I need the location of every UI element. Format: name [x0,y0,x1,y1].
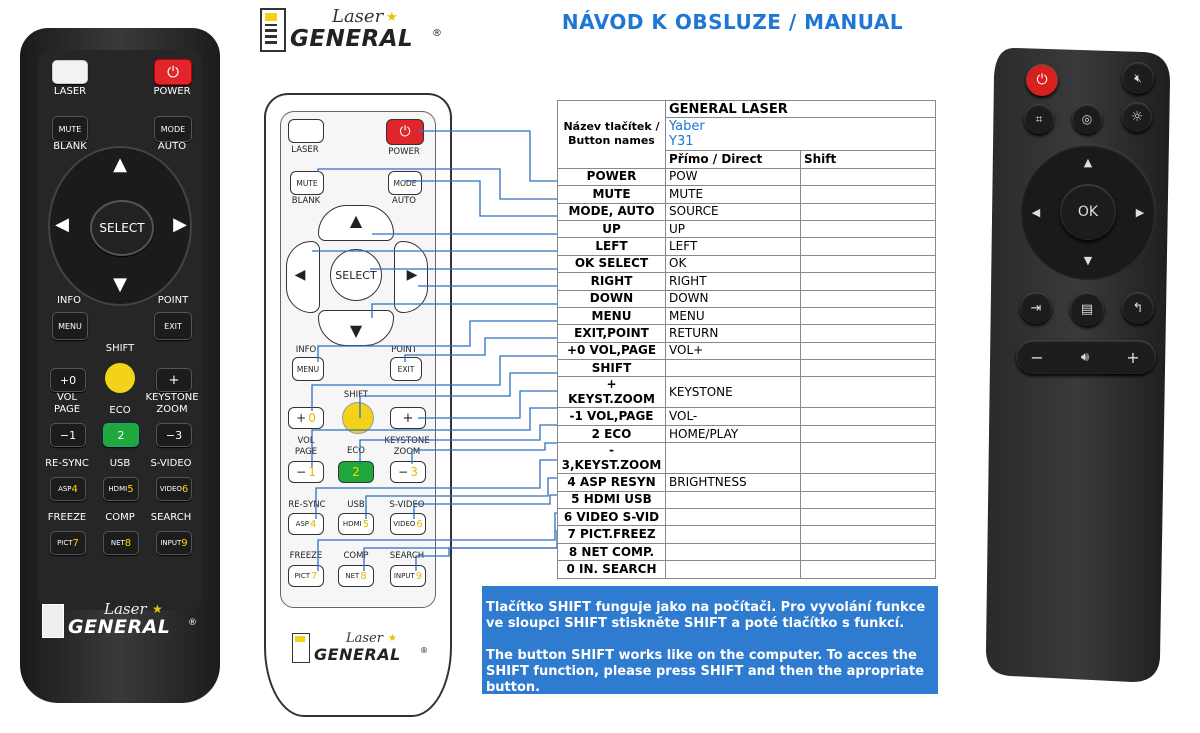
resync-label: RE-SYNC [45,458,89,469]
num-0: 0 [308,411,316,425]
button-mapping-table [557,100,936,579]
row-shift-value [801,360,936,377]
keystone-label: KEYSTONE [145,392,199,403]
pict-label: PICT [57,539,73,547]
num-9: 9 [415,570,423,582]
keystone-icon: ⌗ [1035,111,1043,126]
row-button-name: EXIT,POINT [558,325,666,342]
star-icon: ★ [388,633,397,644]
num-8: 8 [124,537,132,549]
table-row [558,325,936,342]
d-power-label: POWER [388,147,420,157]
down-arrow-icon[interactable]: ▼ [1083,253,1093,267]
shift-column-header: Shift [801,151,936,168]
logo-laser: Laser [332,6,384,27]
row-button-name: OK SELECT [558,255,666,272]
point-label: POINT [157,295,189,306]
left-arrow-icon[interactable]: ◀ [55,214,69,235]
row-direct-value [666,543,801,560]
up-arrow-icon[interactable]: ▲ [1083,155,1093,169]
table-row [558,509,936,526]
table-row [558,491,936,508]
yaber-mute-button[interactable] [1122,62,1154,94]
shift-label: SHIFT [105,343,135,354]
power-icon: ⏻ [1036,72,1048,88]
page-title: NÁVOD K OBSLUZE / MANUAL [561,10,904,34]
yaber-ok-button[interactable]: OK [1060,184,1116,240]
row-button-name: LEFT [558,238,666,255]
row-shift-value [801,325,936,342]
table-row [558,377,936,408]
auto-label: AUTO [157,141,187,152]
minus-sign: − [296,465,307,479]
yaber-menu-button[interactable] [1070,292,1104,326]
plus0-button[interactable]: +0 [50,368,86,392]
search-label: SEARCH [150,512,192,523]
asp-label: ASP [295,520,310,528]
zoom-label: ZOOM [156,404,188,415]
num-1: 1 [308,465,316,479]
d-shift-label: SHIFT [343,390,369,400]
minus-sign: − [398,465,409,479]
row-direct-value: RIGHT [666,273,801,290]
row-shift-value [801,220,936,237]
model-line1: Yaber [669,119,705,135]
down-arrow-icon[interactable]: ▼ [113,274,127,295]
power-icon: ⏻ [167,63,179,81]
row-button-name: POWER [558,168,666,185]
d-mode-button[interactable]: MODE [388,171,422,195]
mute-button[interactable]: MUTE [52,116,88,142]
row-shift-value [801,255,936,272]
page-label: PAGE [294,447,318,457]
row-button-name: DOWN [558,290,666,307]
num-7: 7 [311,570,318,582]
keystone-label: KEYSTONE [384,436,430,446]
table-row [558,255,936,272]
num-9: 9 [181,537,188,549]
table-row [558,220,936,237]
power-label: POWER [153,86,191,97]
table-row [558,408,936,425]
d-exit-button[interactable]: EXIT [390,357,422,381]
row-direct-value [666,360,801,377]
table-row [558,526,936,543]
button-names-header: Název tlačítek / Button names [558,101,666,169]
d-blank-label: BLANK [291,196,321,206]
table-body [558,168,936,578]
return-icon: ↰ [1132,300,1144,316]
yaber-vol-plus[interactable]: + [1126,347,1140,367]
row-shift-value [801,290,936,307]
laser-label: LASER [53,86,87,97]
row-button-name: + KEYST.ZOOM [558,377,666,408]
row-shift-value [801,425,936,442]
table-row [558,168,936,185]
input-label: INPUT [393,572,415,580]
row-direct-value: OK [666,255,801,272]
note-czech: Tlačítko SHIFT funguje jako na počítači. Pro vyvolání funkce ve sloupci SHIFT stiskněte SHIFT a poté tlačítko s funkcí. [486,600,926,631]
row-shift-value [801,168,936,185]
line-exit [405,338,557,362]
logo-reg: ® [432,28,442,39]
row-button-name: 8 NET COMP. [558,543,666,560]
yaber-vol-minus[interactable]: − [1030,347,1044,367]
row-button-name: 0 IN. SEARCH [558,561,666,578]
table-row [558,543,936,560]
table-row [558,290,936,307]
info-label: INFO [56,295,82,306]
right-arrow-icon[interactable]: ▶ [173,214,187,235]
row-button-name: +0 VOL,PAGE [558,342,666,359]
row-direct-value: UP [666,220,801,237]
logo-general: GENERAL [290,26,414,52]
row-shift-value [801,273,936,290]
vol-label: VOL [56,392,78,403]
row-shift-value [801,342,936,359]
yaber-brightness-button[interactable] [1122,102,1152,132]
line-mute [318,169,557,199]
left-arrow-icon: ◀ [294,267,306,283]
model-line2: Y31 [669,134,694,150]
d-select-button[interactable]: SELECT [330,249,382,301]
row-button-name: SHIFT [558,360,666,377]
row-button-name: MUTE [558,186,666,203]
blank-label: BLANK [53,141,87,152]
line-input [416,548,557,571]
row-button-name: - 3,KEYST.ZOOM [558,443,666,474]
row-button-name: MODE, AUTO [558,203,666,220]
video-label: VIDEO [159,485,182,493]
row-shift-value [801,474,936,491]
direct-column-header: Přímo / Direct [666,151,801,168]
table-row [558,360,936,377]
volume-icon: 🔊︎ [1080,349,1090,365]
right-arrow-icon: ▶ [406,267,418,283]
line-eco [360,425,557,464]
row-direct-value: VOL+ [666,342,801,359]
row-button-name: 7 PICT.FREEZ [558,526,666,543]
d-menu-button[interactable]: MENU [292,357,324,381]
d-usb-label: USB [347,500,365,510]
row-direct-value: MENU [666,307,801,324]
menu-icon: ▤ [1080,301,1094,317]
net-label: NET [110,539,125,547]
d-svideo-label: S-VIDEO [389,500,425,510]
num-6: 6 [181,483,189,495]
row-direct-value: BRIGHTNESS [666,474,801,491]
brightness-icon: ☼ [1130,109,1144,125]
eco-label: ECO [109,405,131,416]
num-8: 8 [360,570,367,582]
row-button-name: 6 VIDEO S-VID [558,509,666,526]
line-shift [360,373,557,418]
num-6: 6 [416,518,423,530]
freeze-label: FREEZE [47,512,87,523]
zoom-label: ZOOM [393,447,421,457]
d-laser-label: LASER [291,145,319,155]
left-arrow-icon[interactable]: ◀ [1031,205,1041,219]
mode-button[interactable]: MODE [154,116,192,142]
eco-button[interactable]: 2 [103,423,139,447]
comp-label: COMP [105,512,135,523]
row-direct-value: RETURN [666,325,801,342]
logo-reg: ® [420,646,428,655]
logo-laser: Laser [104,600,147,618]
table-row [558,425,936,442]
svideo-label: S-VIDEO [150,458,192,469]
d-comp-label: COMP [343,551,369,561]
d-mute-button[interactable]: MUTE [290,171,324,195]
row-shift-value [801,186,936,203]
logo-general: GENERAL [314,645,401,664]
line-down [372,304,557,318]
table-row [558,561,936,578]
row-direct-value: MUTE [666,186,801,203]
usb-label: USB [109,458,131,469]
star-icon: ★ [152,602,163,616]
plus-sign: + [296,411,307,425]
line-net [364,530,557,571]
row-direct-value: LEFT [666,238,801,255]
row-shift-value [801,526,936,543]
row-button-name: RIGHT [558,273,666,290]
plus-button[interactable]: + [156,368,192,392]
line-video [414,495,557,519]
table-row [558,443,936,474]
num-4: 4 [310,518,317,530]
row-direct-value: HOME/PLAY [666,425,801,442]
exit-button[interactable]: EXIT [154,312,192,340]
down-arrow-icon: ▼ [349,321,363,340]
row-shift-value [801,543,936,560]
d-info-label: INFO [295,345,317,355]
logo-reg: ® [188,618,197,628]
row-shift-value [801,443,936,474]
input-label: INPUT [160,539,182,547]
table-row [558,307,936,324]
row-button-name: UP [558,220,666,237]
row-shift-value [801,238,936,255]
d-auto-label: AUTO [392,196,416,206]
net-label: NET [345,572,360,580]
up-arrow-icon[interactable]: ▲ [113,154,127,175]
num-7: 7 [72,537,79,549]
yaber-keystone-button[interactable] [1024,104,1054,134]
right-arrow-icon[interactable]: ▶ [1135,205,1145,219]
brand-header: GENERAL LASER [666,101,936,118]
row-direct-value [666,509,801,526]
row-button-name: -1 VOL,PAGE [558,408,666,425]
d-freeze-label: FREEZE [289,551,323,561]
hdmi-label: HDMI [108,485,128,493]
table-row [558,238,936,255]
table-header-row [558,101,936,118]
num-4: 4 [71,483,78,495]
pict-label: PICT [294,572,311,580]
d-eco-label: ECO [347,446,365,456]
d-resync-label: RE-SYNC [288,500,326,510]
logo-laser: Laser [346,631,383,646]
row-direct-value: POW [666,168,801,185]
row-direct-value: DOWN [666,290,801,307]
logo-general: GENERAL [68,616,171,638]
video-label: VIDEO [393,520,416,528]
focus-icon: ◎ [1081,112,1093,126]
hdmi-label: HDMI [342,520,362,528]
line-power [418,131,557,181]
yaber-source-button[interactable] [1020,292,1052,324]
yaber-power-button[interactable] [1026,64,1058,96]
minus3-button[interactable]: −3 [156,423,192,447]
select-button[interactable]: SELECT [90,200,154,256]
d-point-label: POINT [391,345,417,355]
row-button-name: 4 ASP RESYN [558,474,666,491]
row-direct-value [666,491,801,508]
table-row [558,342,936,359]
row-shift-value [801,509,936,526]
row-direct-value: KEYSTONE [666,377,801,408]
page-label: PAGE [53,404,81,415]
model-header [666,118,936,151]
shift-note-box [482,586,938,694]
line-pict [318,513,557,571]
vol-label: VOL [297,436,315,446]
line-minus3 [412,443,557,464]
note-english: The button SHIFT works like on the computer. To acces the SHIFT function, please press SHIFT and then the apropriate button. [486,648,925,695]
line-hdmi [366,478,557,519]
remote-photo-yaber [984,46,1174,686]
yaber-return-button[interactable] [1122,292,1154,324]
up-arrow-icon: ▲ [349,211,363,230]
d-eco-button[interactable]: 2 [338,461,374,483]
row-shift-value [801,203,936,220]
num-5: 5 [127,483,134,495]
num-3: 3 [410,465,418,479]
asp-label: ASP [58,485,72,493]
row-direct-value: VOL- [666,408,801,425]
line-plus [418,391,557,418]
row-direct-value: SOURCE [666,203,801,220]
mute-icon: 🔇︎ [1134,70,1142,85]
row-shift-value [801,377,936,408]
minus1-button[interactable]: −1 [50,423,86,447]
row-direct-value [666,526,801,543]
source-icon: ⇥ [1030,300,1042,316]
table-row [558,186,936,203]
row-direct-value [666,561,801,578]
table-row [558,203,936,220]
star-icon: ★ [386,10,398,25]
d-plus-button[interactable]: + [390,407,426,429]
row-shift-value [801,491,936,508]
yaber-focus-button[interactable] [1072,104,1102,134]
row-direct-value [666,443,801,474]
row-button-name: 2 ECO [558,425,666,442]
row-button-name: 5 HDMI USB [558,491,666,508]
d-search-label: SEARCH [389,551,425,561]
row-button-name: MENU [558,307,666,324]
table-row [558,273,936,290]
line-asp [316,460,557,519]
power-icon: ⏻ [399,124,411,140]
row-shift-value [801,408,936,425]
num-5: 5 [362,518,370,530]
row-shift-value [801,307,936,324]
table-row [558,474,936,491]
menu-button[interactable]: MENU [52,312,88,340]
row-shift-value [801,561,936,578]
